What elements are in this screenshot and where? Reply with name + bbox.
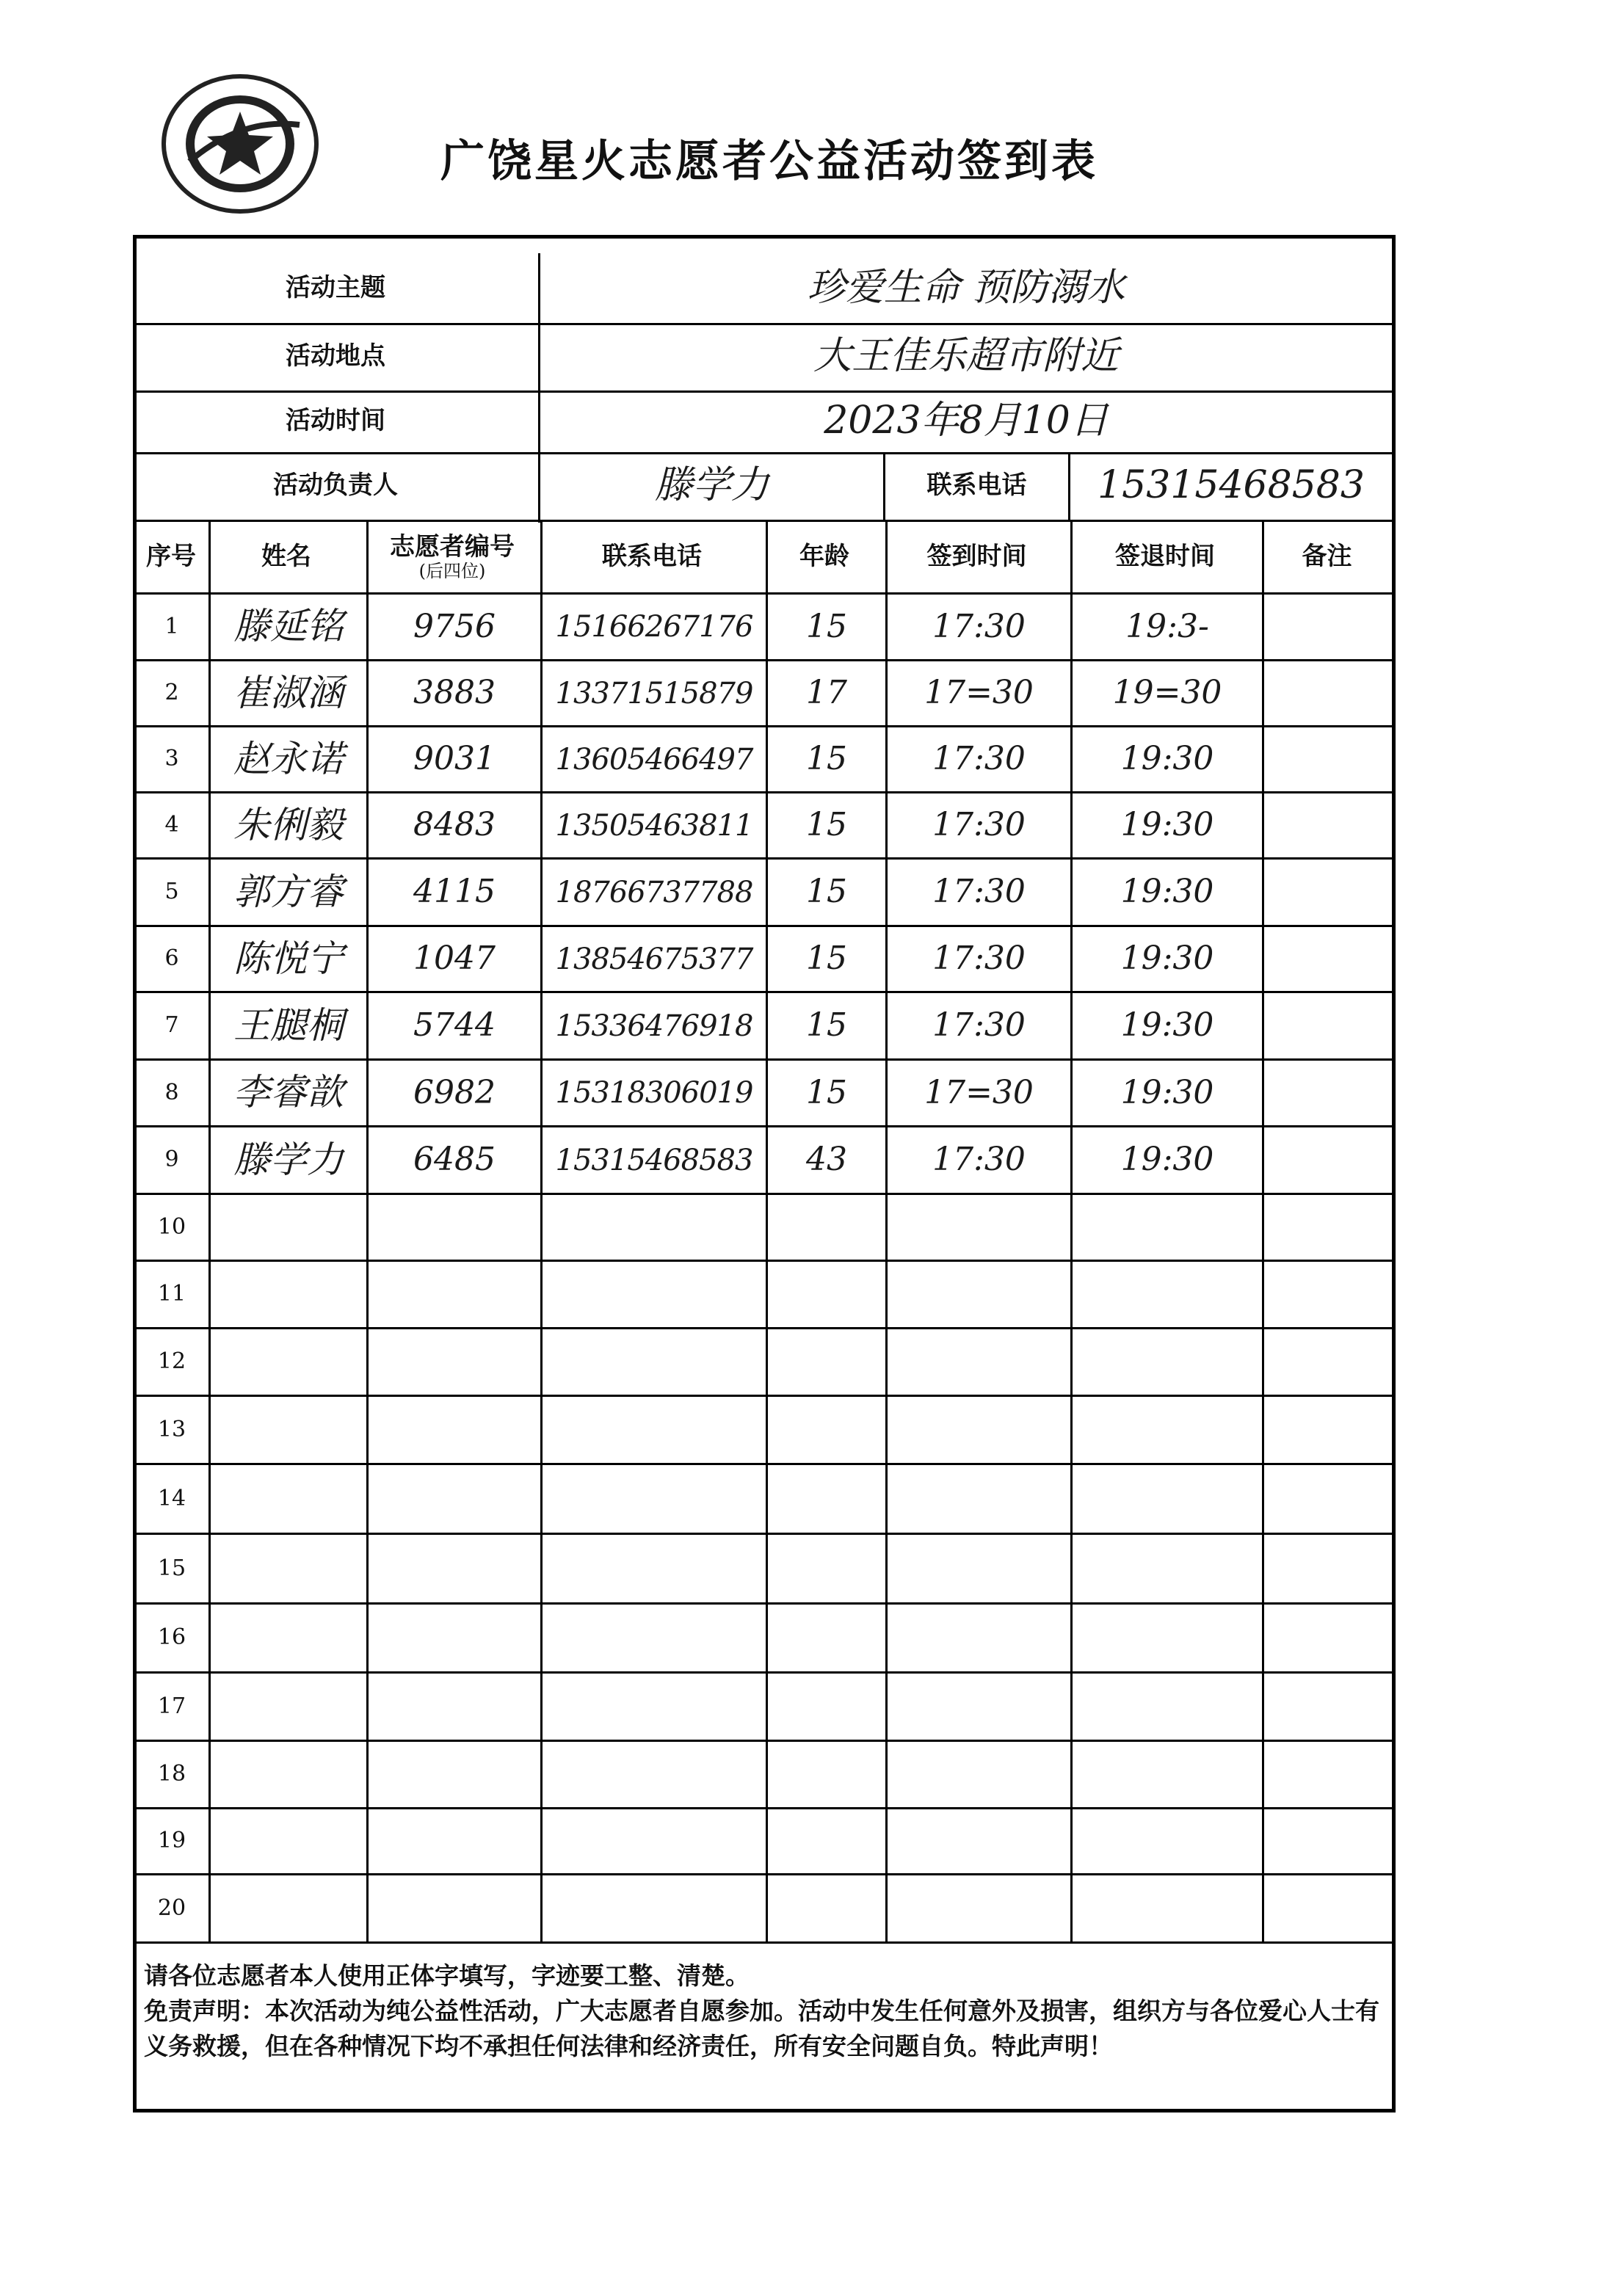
checkout-time: 19:30	[1120, 1006, 1214, 1045]
note	[1264, 661, 1396, 725]
checkin-time: 17:30	[932, 940, 1026, 978]
note	[1264, 727, 1396, 791]
note	[1264, 1195, 1396, 1260]
leader-value: 滕学力	[654, 463, 769, 508]
note	[1264, 993, 1396, 1058]
row-number: 10	[157, 1213, 186, 1240]
note	[1264, 1875, 1396, 1941]
note	[1264, 860, 1396, 925]
col-header-age: 年龄	[799, 542, 849, 572]
checkout-time: 19=30	[1112, 674, 1222, 712]
volunteer-phone	[543, 1195, 766, 1260]
volunteer-age	[768, 1809, 885, 1873]
volunteer-id	[369, 1674, 540, 1740]
checkin-time	[888, 1875, 1070, 1941]
row-number: 17	[157, 1693, 186, 1719]
volunteer-age	[768, 1742, 885, 1807]
col-header-phone: 联系电话	[602, 542, 702, 572]
col-header-name: 姓名	[261, 542, 311, 572]
volunteer-phone	[543, 1397, 766, 1463]
checkin-time	[888, 1535, 1070, 1602]
volunteer-id	[369, 1535, 540, 1602]
note	[1264, 1465, 1396, 1533]
note	[1264, 1397, 1396, 1463]
checkin-time: 17=30	[924, 674, 1034, 712]
volunteer-age: 15	[806, 1006, 847, 1045]
volunteer-phone: 18766737788	[555, 875, 753, 909]
row-number: 6	[164, 945, 179, 972]
col-header-note: 备注	[1302, 542, 1352, 572]
volunteer-name: 崔淑涵	[233, 671, 344, 714]
row-number: 2	[164, 680, 179, 706]
volunteer-phone: 13854675377	[555, 942, 753, 976]
footer-disclaimer: 免责声明：本次活动为纯公益性活动，广大志愿者自愿参加。活动中发生任何意外及损害，组织方与各位爱心人士有义务救援，但在各种情况下均不承担任何法律和经济责任，所有安全问题自负。特此声明！	[144, 1997, 1379, 2060]
checkout-time	[1073, 1809, 1262, 1873]
volunteer-id	[369, 1809, 540, 1873]
volunteer-name: 李睿歆	[233, 1071, 344, 1114]
volunteer-name: 王腿桐	[233, 1003, 344, 1047]
row-number: 8	[164, 1079, 179, 1105]
checkout-time	[1073, 1329, 1262, 1395]
volunteer-phone: 13605466497	[555, 742, 753, 777]
volunteer-phone: 15336476918	[555, 1009, 753, 1043]
volunteer-phone	[543, 1809, 766, 1873]
checkin-time	[888, 1809, 1070, 1873]
volunteer-age	[768, 1329, 885, 1395]
note	[1264, 927, 1396, 991]
page-title: 广饶星火志愿者公益活动签到表	[440, 136, 1098, 187]
note	[1264, 1674, 1396, 1740]
volunteer-phone	[543, 1465, 766, 1533]
volunteer-age: 15	[806, 607, 847, 645]
volunteer-age: 15	[806, 740, 847, 778]
row-number: 15	[157, 1555, 186, 1581]
volunteer-phone	[543, 1605, 766, 1671]
col-header-volunteer-id-sub: (后四位)	[418, 560, 486, 581]
checkin-time: 17:30	[932, 1006, 1026, 1045]
footer-instruction: 请各位志愿者本人使用正体字填写，字迹要工整、清楚。	[144, 1961, 750, 1990]
note	[1264, 1127, 1396, 1193]
checkin-time	[888, 1262, 1070, 1327]
row-number: 14	[157, 1485, 186, 1511]
volunteer-age	[768, 1605, 885, 1671]
volunteer-id	[369, 1195, 540, 1260]
checkout-time: 19:30	[1120, 740, 1214, 778]
volunteer-phone	[543, 1262, 766, 1327]
volunteer-id: 3883	[413, 674, 496, 712]
checkin-time	[888, 1329, 1070, 1395]
note	[1264, 1329, 1396, 1395]
table-row-divider	[133, 1941, 1396, 1944]
volunteer-name	[211, 1535, 366, 1602]
note	[1264, 793, 1396, 857]
checkout-time	[1073, 1397, 1262, 1463]
volunteer-phone: 15166267176	[555, 610, 753, 644]
volunteer-id	[369, 1329, 540, 1395]
col-header-volunteer-id	[366, 522, 538, 592]
row-number: 4	[164, 812, 179, 838]
volunteer-phone: 13371515879	[555, 676, 753, 711]
volunteer-id	[369, 1875, 540, 1941]
volunteer-name	[211, 1465, 366, 1533]
checkin-time	[888, 1397, 1070, 1463]
note	[1264, 595, 1396, 659]
volunteer-age: 15	[806, 873, 847, 911]
volunteer-phone: 15318306019	[555, 1076, 753, 1110]
volunteer-age: 15	[806, 940, 847, 978]
volunteer-phone	[543, 1674, 766, 1740]
volunteer-age	[768, 1875, 885, 1941]
checkin-time: 17:30	[932, 740, 1026, 778]
volunteer-name	[211, 1195, 366, 1260]
row-number: 13	[157, 1416, 186, 1442]
theme-label: 活动主题	[286, 272, 385, 302]
organization-logo-icon	[160, 73, 320, 214]
volunteer-id: 6982	[413, 1073, 496, 1111]
volunteer-name	[211, 1875, 366, 1941]
checkout-time	[1073, 1535, 1262, 1602]
note	[1264, 1262, 1396, 1327]
checkin-time: 17:30	[932, 873, 1026, 911]
volunteer-phone	[543, 1742, 766, 1807]
row-number: 1	[164, 613, 179, 639]
checkin-time	[888, 1742, 1070, 1807]
volunteer-id: 1047	[413, 940, 496, 978]
volunteer-name: 滕学力	[233, 1138, 344, 1181]
volunteer-age: 17	[806, 674, 847, 712]
note	[1264, 1809, 1396, 1873]
volunteer-id: 5744	[413, 1006, 496, 1045]
volunteer-age	[768, 1535, 885, 1602]
volunteer-phone: 13505463811	[555, 808, 753, 843]
leader-label: 活动负责人	[273, 471, 398, 501]
volunteer-name: 朱俐毅	[233, 803, 344, 846]
col-header-no: 序号	[146, 542, 196, 572]
volunteer-id: 9756	[413, 607, 496, 645]
theme-value: 珍爱生命 预防溺水	[807, 265, 1125, 310]
time-value: 2023年8月10日	[824, 399, 1109, 443]
checkout-time: 19:30	[1120, 1141, 1214, 1179]
volunteer-phone	[543, 1535, 766, 1602]
row-number: 7	[164, 1012, 179, 1039]
volunteer-age: 15	[806, 806, 847, 844]
checkout-time	[1073, 1605, 1262, 1671]
col-header-volunteer-id-label: 志愿者编号	[390, 531, 515, 562]
volunteer-age	[768, 1262, 885, 1327]
checkout-time	[1073, 1195, 1262, 1260]
row-number: 9	[164, 1147, 179, 1173]
volunteer-name: 陈悦宁	[233, 937, 344, 980]
checkout-time	[1073, 1742, 1262, 1807]
checkin-time	[888, 1674, 1070, 1740]
col-header-checkout: 签退时间	[1115, 542, 1215, 572]
volunteer-name	[211, 1809, 366, 1873]
volunteer-age	[768, 1195, 885, 1260]
checkin-time: 17:30	[932, 1141, 1026, 1179]
row-number: 16	[157, 1624, 186, 1651]
volunteer-id: 8483	[413, 806, 496, 844]
note	[1264, 1535, 1396, 1602]
volunteer-name	[211, 1605, 366, 1671]
volunteer-age: 43	[806, 1141, 847, 1179]
checkout-time	[1073, 1674, 1262, 1740]
row-number: 11	[157, 1281, 186, 1307]
checkout-time: 19:3-	[1125, 607, 1209, 645]
volunteer-id	[369, 1397, 540, 1463]
row-number: 3	[164, 746, 179, 772]
row-number: 5	[164, 879, 179, 905]
volunteer-age	[768, 1397, 885, 1463]
volunteer-name	[211, 1262, 366, 1327]
checkin-time: 17=30	[924, 1073, 1034, 1111]
volunteer-id: 6485	[413, 1141, 496, 1179]
checkin-time: 17:30	[932, 806, 1026, 844]
checkout-time: 19:30	[1120, 873, 1214, 911]
checkin-time	[888, 1605, 1070, 1671]
checkin-time: 17:30	[932, 607, 1026, 645]
note	[1264, 1742, 1396, 1807]
volunteer-phone	[543, 1875, 766, 1941]
volunteer-age	[768, 1465, 885, 1533]
volunteer-name	[211, 1397, 366, 1463]
time-label: 活动时间	[286, 406, 385, 436]
volunteer-age	[768, 1674, 885, 1740]
volunteer-name	[211, 1742, 366, 1807]
contact-label: 联系电话	[926, 471, 1027, 501]
row-number: 12	[157, 1348, 186, 1375]
col-header-checkin: 签到时间	[926, 542, 1027, 572]
row-number: 20	[157, 1894, 186, 1921]
location-label: 活动地点	[286, 341, 385, 371]
volunteer-name: 郭方睿	[233, 870, 344, 913]
volunteer-id: 9031	[413, 740, 496, 778]
volunteer-id	[369, 1605, 540, 1671]
checkout-time: 19:30	[1120, 940, 1214, 978]
location-value: 大王佳乐超市附近	[813, 334, 1119, 379]
volunteer-name	[211, 1329, 366, 1395]
checkin-time	[888, 1465, 1070, 1533]
checkout-time	[1073, 1875, 1262, 1941]
volunteer-id	[369, 1465, 540, 1533]
row-number: 18	[157, 1761, 186, 1787]
volunteer-id	[369, 1262, 540, 1327]
row-number: 19	[157, 1828, 186, 1854]
volunteer-id: 4115	[413, 873, 496, 911]
volunteer-name: 滕延铭	[233, 605, 344, 648]
checkin-time	[888, 1195, 1070, 1260]
checkout-time: 19:30	[1120, 1073, 1214, 1111]
checkout-time: 19:30	[1120, 806, 1214, 844]
volunteer-phone: 15315468583	[555, 1143, 753, 1177]
contact-value: 15315468583	[1098, 463, 1365, 508]
note	[1264, 1061, 1396, 1125]
volunteer-age: 15	[806, 1073, 847, 1111]
volunteer-id	[369, 1742, 540, 1807]
footer-notice	[144, 1958, 1389, 2064]
volunteer-name: 赵永诺	[233, 737, 344, 780]
volunteer-phone	[543, 1329, 766, 1395]
note	[1264, 1605, 1396, 1671]
checkout-time	[1073, 1262, 1262, 1327]
checkout-time	[1073, 1465, 1262, 1533]
volunteer-name	[211, 1674, 366, 1740]
